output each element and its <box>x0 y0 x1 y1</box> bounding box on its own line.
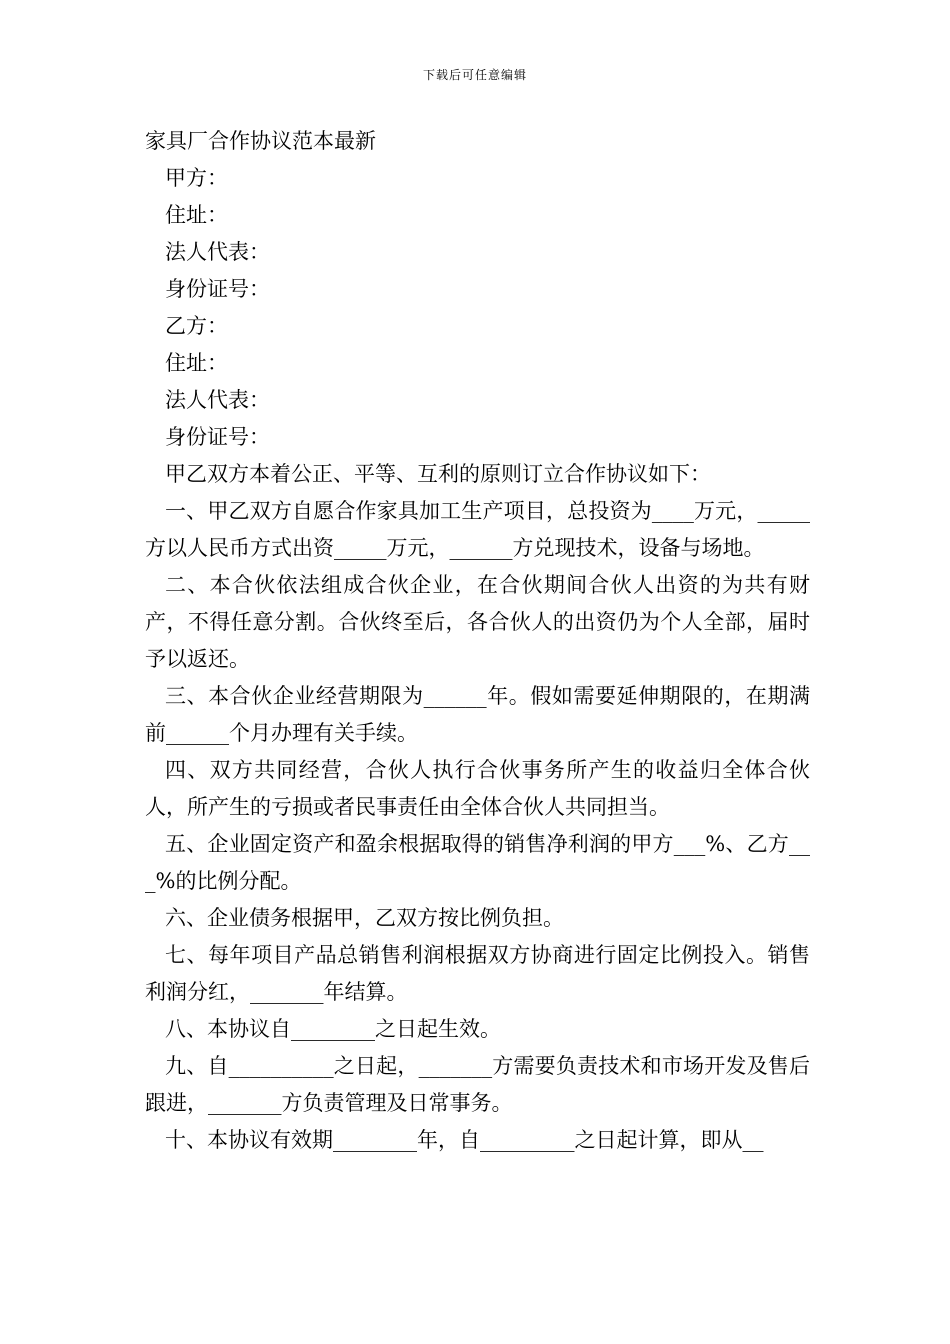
intro-statement: 甲乙双方本着公正、平等、互利的原则订立合作协议如下： <box>165 462 711 486</box>
document-title: 家具厂合作协议范本最新 <box>145 129 376 153</box>
party-b-legal-rep-label: 法人代表： <box>165 388 270 412</box>
clause-6: 六、企业债务根据甲，乙双方按比例负担。 <box>165 906 564 930</box>
party-a-address-label: 住址： <box>165 203 228 227</box>
party-a-legal-rep-label: 法人代表： <box>165 240 270 264</box>
clause-3: 三、本合伙企业经营期限为______年。假如需要延伸期限的，在期满前______个月办理有关手续。 <box>145 684 810 745</box>
header-note: 下载后可任意编辑 <box>422 68 527 82</box>
party-b-id-label: 身份证号： <box>165 425 270 449</box>
clause-2: 二、本合伙依法组成合伙企业，在合伙期间合伙人出资的为共有财产，不得任意分割。合伙终至后，各合伙人的出资仍为个人全部，届时予以返还。 <box>145 573 810 671</box>
party-a-id-label: 身份证号： <box>165 277 270 301</box>
document-body <box>145 123 810 1159</box>
clause-4: 四、双方共同经营，合伙人执行合伙事务所产生的收益归全体合伙人，所产生的亏损或者民事责任由全体合伙人共同担当。 <box>145 758 810 819</box>
clause-7: 七、每年项目产品总销售利润根据双方协商进行固定比例投入。销售利润分红，_______年结算。 <box>145 943 810 1004</box>
party-b-label: 乙方： <box>165 314 228 338</box>
clause-8: 八、本协议自________之日起生效。 <box>165 1017 501 1041</box>
party-a-label: 甲方： <box>165 166 228 190</box>
clause-5: 五、企业固定资产和盈余根据取得的销售净利润的甲方___%、乙方___%的比例分配。 <box>145 832 810 893</box>
clause-1: 一、甲乙双方自愿合作家具加工生产项目，总投资为____万元，_____方以人民币方式出资_____万元，______方兑现技术，设备与场地。 <box>145 499 810 560</box>
clause-10: 十、本协议有效期________年，自_________之日起计算，即从__ <box>165 1128 764 1152</box>
party-b-address-label: 住址： <box>165 351 228 375</box>
clause-9: 九、自__________之日起，_______方需要负责技术和市场开发及售后跟进，_______方负责管理及日常事务。 <box>145 1054 810 1115</box>
